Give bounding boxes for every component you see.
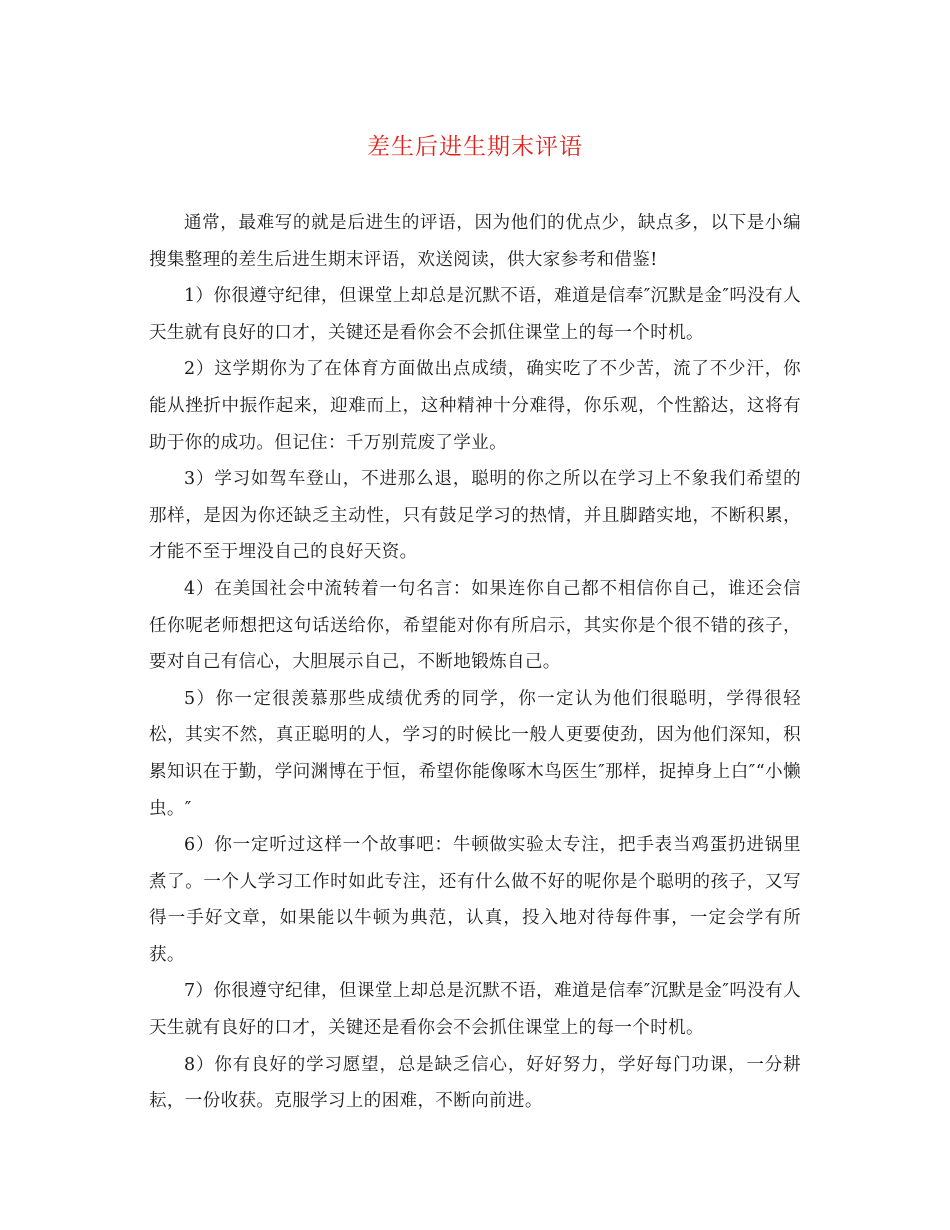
- document-title: 差生后进生期末评语: [367, 134, 583, 160]
- comment-paragraph-8: 8）你有良好的学习愿望，总是缺乏信心，好好努力，学好每门功课，一分耕耘，一份收获。克服学习上的困难，不断向前进。: [149, 1054, 801, 1112]
- comment-paragraph-4: 4）在美国社会中流转着一句名言：如果连你自己都不相信你自己，谁还会信任你呢老师想把这句话送给你，希望能对你有所启示，其实你是个很不错的孩子，要对自己有信心，大胆展示自己，不断地锻炼自己。: [149, 578, 801, 673]
- comment-paragraph-3: 3）学习如驾车登山，不进那么退，聪明的你之所以在学习上不象我们希望的那样，是因为你还缺乏主动性，只有鼓足学习的热情，并且脚踏实地，不断积累，才能不至于埋没自己的良好天资。: [149, 469, 801, 563]
- comment-paragraph-6: 6）你一定听过这样一个故事吧：牛顿做实验太专注，把手表当鸡蛋扔进锅里煮了。一个人学习工作时如此专注，还有什么做不好的呢你是个聪明的孩子，又写得一手好文章，如果能以牛顿为典范，认真，投入地对待每件事，一定会学有所获。: [149, 835, 801, 965]
- document-body: [149, 205, 801, 1120]
- comment-paragraph-7: 7）你很遵守纪律，但课堂上却总是沉默不语，难道是信奉″沉默是金″吗没有人天生就有良好的口才，关键还是看你会不会抓住课堂上的每一个时机。: [149, 981, 801, 1039]
- comment-paragraph-5: 5）你一定很羡慕那些成绩优秀的同学，你一定认为他们很聪明，学得很轻松，其实不然，真正聪明的人，学习的时候比一般人更要使劲，因为他们深知，积累知识在于勤，学问渊博在于恒，希望你能像啄木鸟医生″那样，捉掉身上白″“小懒虫。″: [149, 688, 801, 819]
- intro-paragraph: 通常，最难写的就是后进生的评语，因为他们的优点少，缺点多，以下是小编搜集整理的差生后进生期末评语，欢送阅读，供大家参考和借鉴!: [149, 213, 801, 270]
- comment-paragraph-2: 2）这学期你为了在体育方面做出点成绩，确实吃了不少苦，流了不少汗，你能从挫折中振作起来，迎难而上，这种精神十分难得，你乐观，个性豁达，这将有助于你的成功。但记住：千万别荒废了学业。: [149, 359, 801, 453]
- comment-paragraph-1: 1）你很遵守纪律，但课堂上却总是沉默不语，难道是信奉″沉默是金″吗没有人天生就有良好的口才，关键还是看你会不会抓住课堂上的每一个时机。: [149, 286, 801, 343]
